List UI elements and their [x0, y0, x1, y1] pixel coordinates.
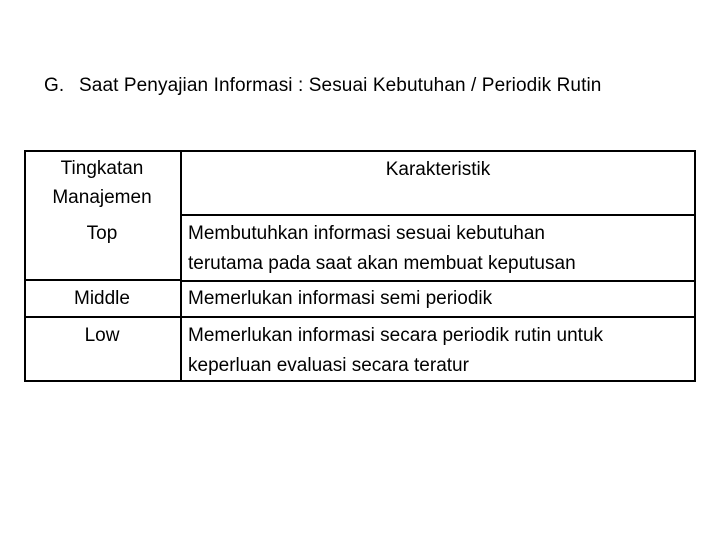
characteristic-line: keperluan evaluasi secara teratur: [188, 355, 469, 376]
table-border-right: [694, 150, 696, 382]
characteristic-line: Membutuhkan informasi sesuai kebutuhan: [188, 223, 545, 244]
table-border-top: [24, 150, 696, 152]
characteristic-line: terutama pada saat akan membuat keputusan: [188, 253, 576, 274]
row-characteristic-top: [188, 219, 692, 279]
section-heading: [44, 75, 601, 97]
row-level-top: Top: [86, 223, 118, 244]
table-column-divider: [180, 150, 182, 382]
row-characteristic-middle: [188, 284, 692, 314]
table-rule-after-middle: [24, 316, 696, 318]
section-number: G.: [44, 75, 65, 96]
row-level-middle: Middle: [74, 288, 130, 309]
table-rule-after-top-col2: [180, 280, 696, 282]
header-characteristic: Karakteristik: [385, 159, 491, 180]
table-rule-header-col2: [180, 214, 696, 216]
header-line: Tingkatan: [60, 158, 144, 179]
characteristic-line: Memerlukan informasi semi periodik: [188, 288, 493, 309]
header-line: Manajemen: [52, 187, 152, 208]
section-title: Saat Penyajian Informasi : Sesuai Kebutuhan / Periodik Rutin: [79, 75, 602, 96]
table-rule-after-top-col1: [24, 279, 180, 281]
row-level-low: Low: [84, 325, 120, 346]
header-management-level: [24, 154, 180, 212]
row-characteristic-low: [188, 321, 692, 381]
characteristic-line: Memerlukan informasi secara periodik rutin untuk: [188, 325, 604, 346]
management-level-table: [24, 150, 696, 382]
